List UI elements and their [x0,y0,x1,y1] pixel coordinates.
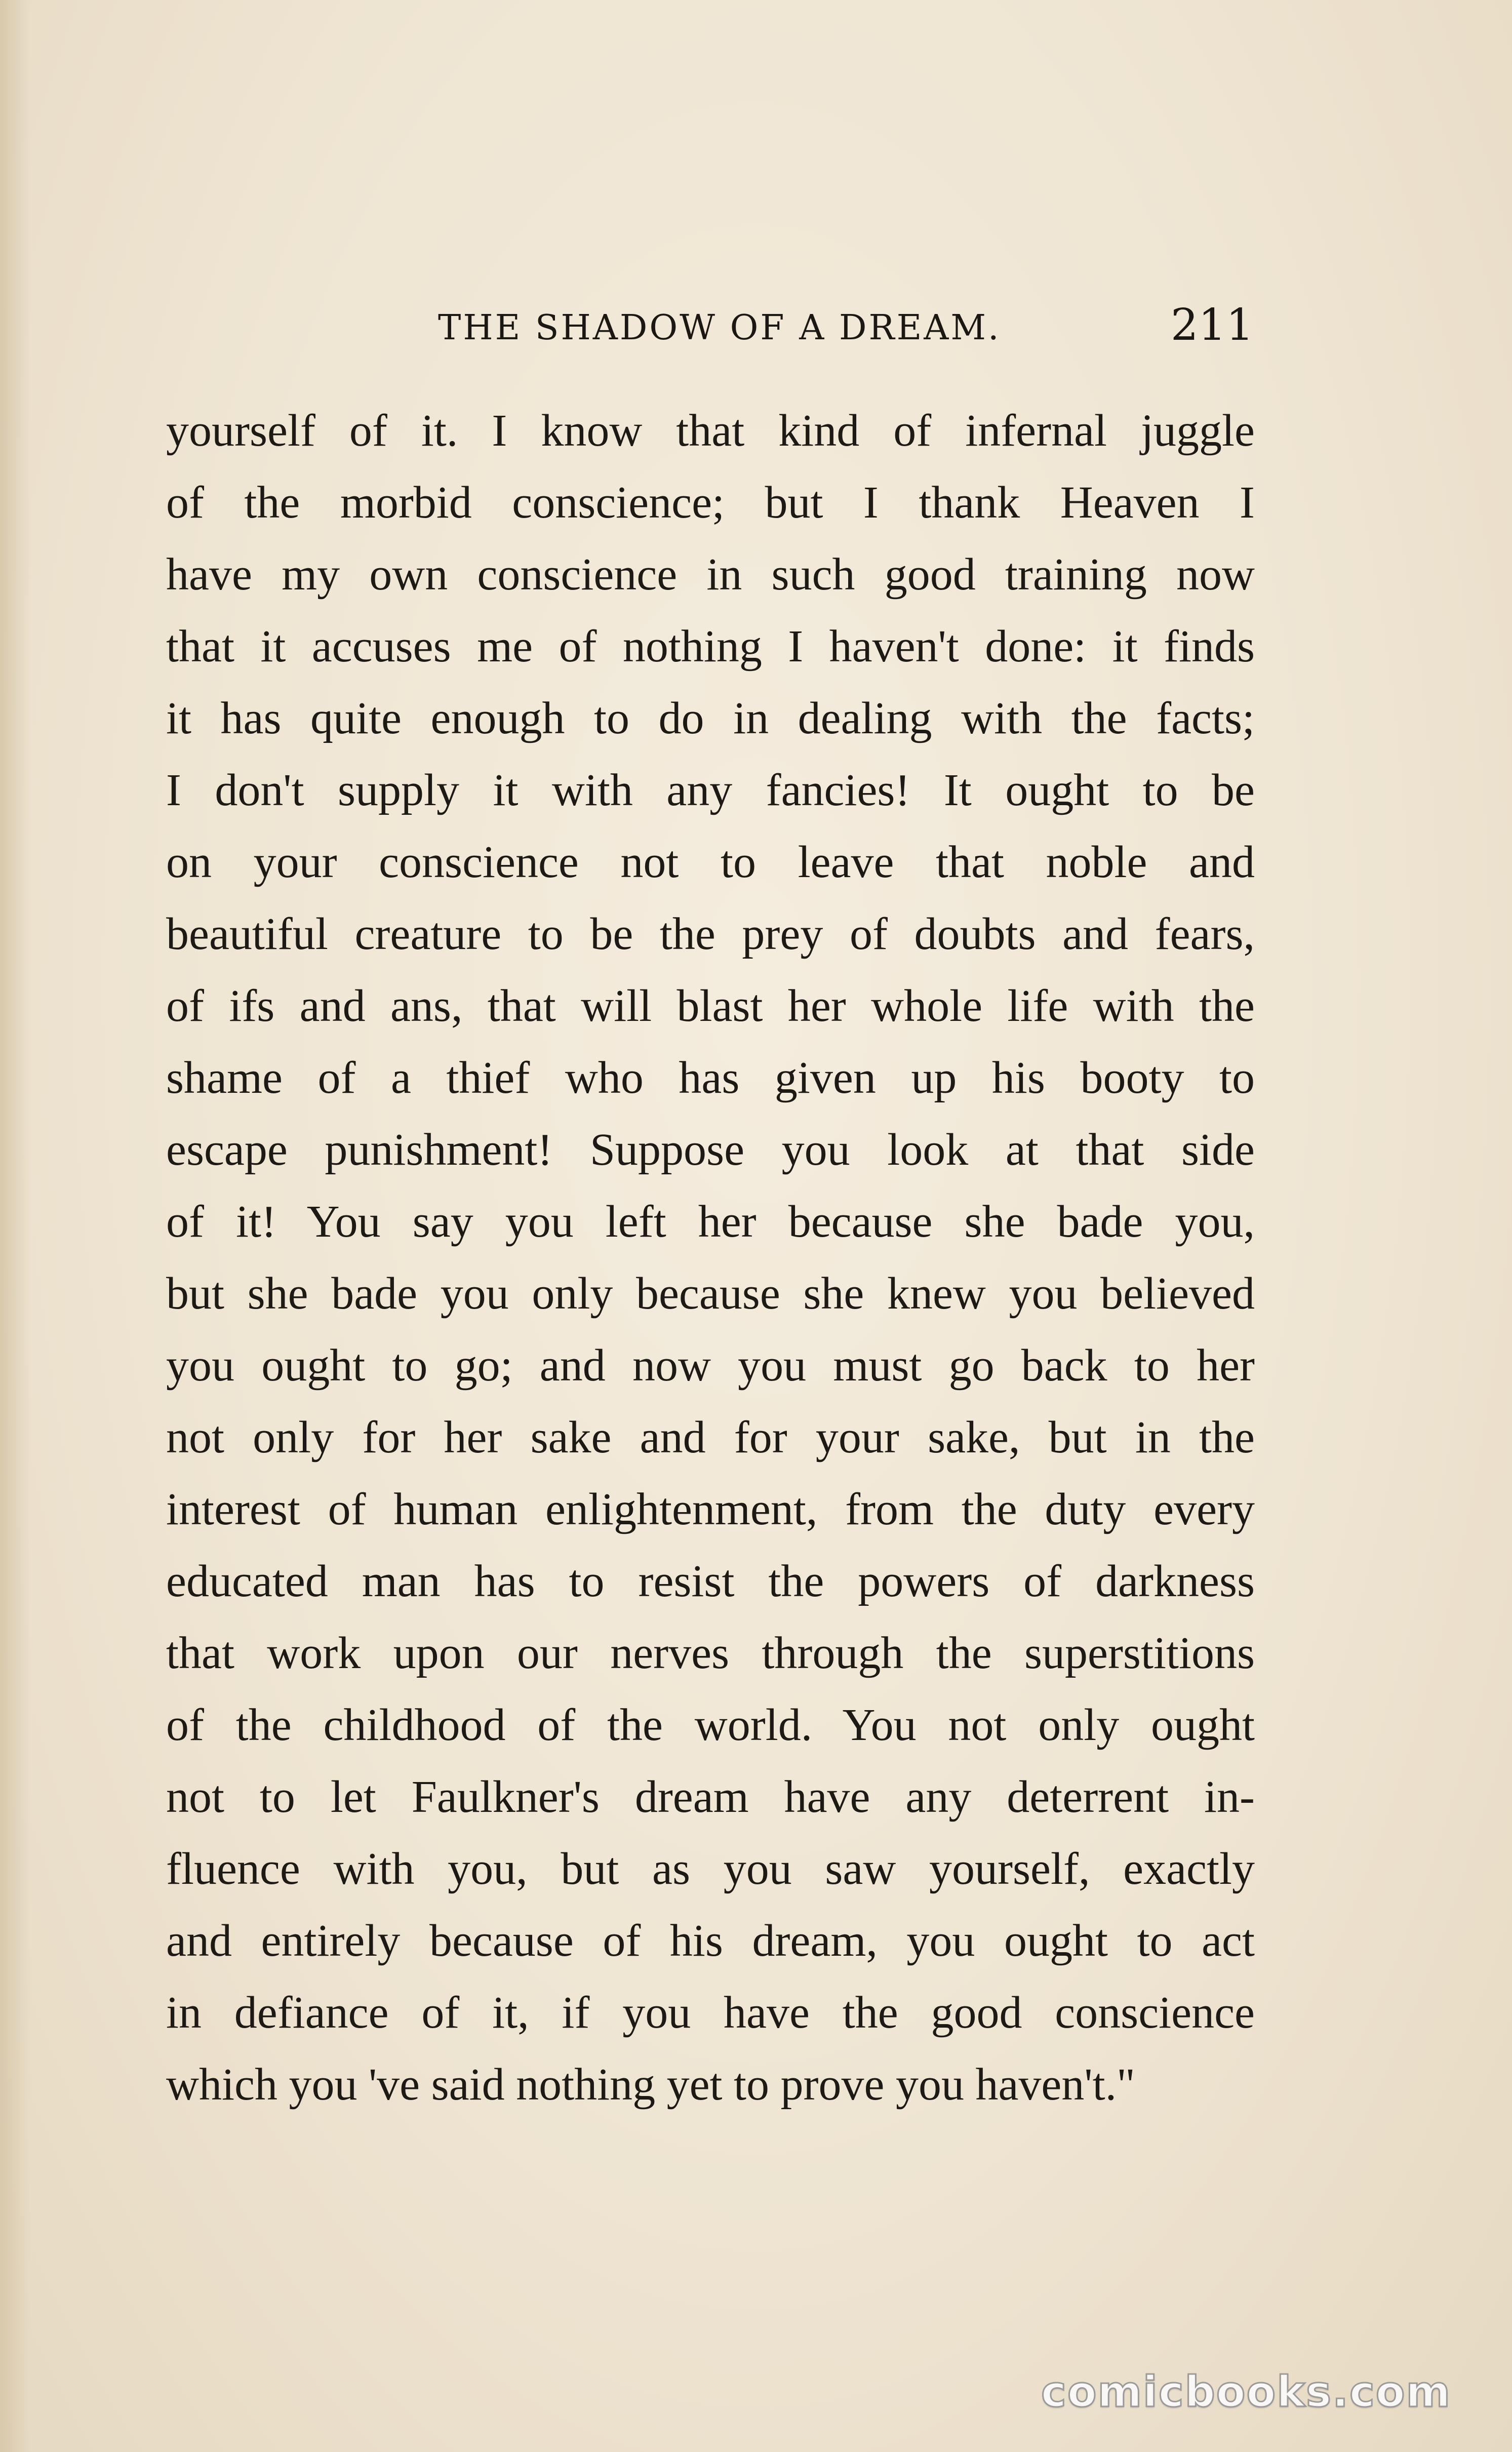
text-line: escape punishment! Suppose you look at that side [166,1125,1255,1175]
text-line: have my own conscience in such good training now [166,549,1255,600]
text-line: you ought to go; and now you must go back to her [166,1340,1255,1391]
text-line: educated man has to resist the powers of darkness [166,1556,1255,1606]
text-line: shame of a thief who has given up his booty to [166,1053,1255,1103]
text-line: interest of human enlightenment, from the duty every [166,1484,1255,1534]
text-line: not to let Faulkner's dream have any deterrent in- [166,1772,1255,1822]
running-head: THE SHADOW OF A DREAM. [438,308,1001,348]
text-line: and entirely because of his dream, you ought to act [166,1916,1255,1966]
watermark: comicbooks.com [1041,2367,1451,2417]
text-line: on your conscience not to leave that noble and [166,837,1255,887]
text-line: which you 've said nothing yet to prove you haven't." [166,2060,1135,2110]
text-line: not only for her sake and for your sake, but in the [166,1412,1255,1462]
text-line: yourself of it. I know that kind of infernal juggle [166,406,1255,456]
text-line: of the childhood of the world. You not only ought [166,1700,1255,1750]
page-edge-shadow [0,0,30,2452]
text-line: I don't supply it with any fancies! It ought to be [166,765,1255,815]
text-line: in defiance of it, if you have the good conscience [166,1988,1255,2038]
text-line: that work upon our nerves through the superstitions [166,1628,1255,1678]
text-line: but she bade you only because she knew you believed [166,1269,1255,1319]
text-line: fluence with you, but as you saw yourself, exactly [166,1844,1255,1894]
text-line: of the morbid conscience; but I thank Heaven I [166,478,1255,528]
page-header [167,293,1254,369]
text-line: it has quite enough to do in dealing with the facts; [166,693,1255,743]
page-number: 211 [1170,300,1254,350]
text-line: that it accuses me of nothing I haven't done: it finds [166,621,1255,671]
text-line: of it! You say you left her because she bade you, [166,1197,1255,1247]
body-text [166,395,1255,2121]
text-line: beautiful creature to be the prey of doubts and fears, [166,909,1255,959]
text-line: of ifs and ans, that will blast her whole life with the [166,981,1255,1031]
